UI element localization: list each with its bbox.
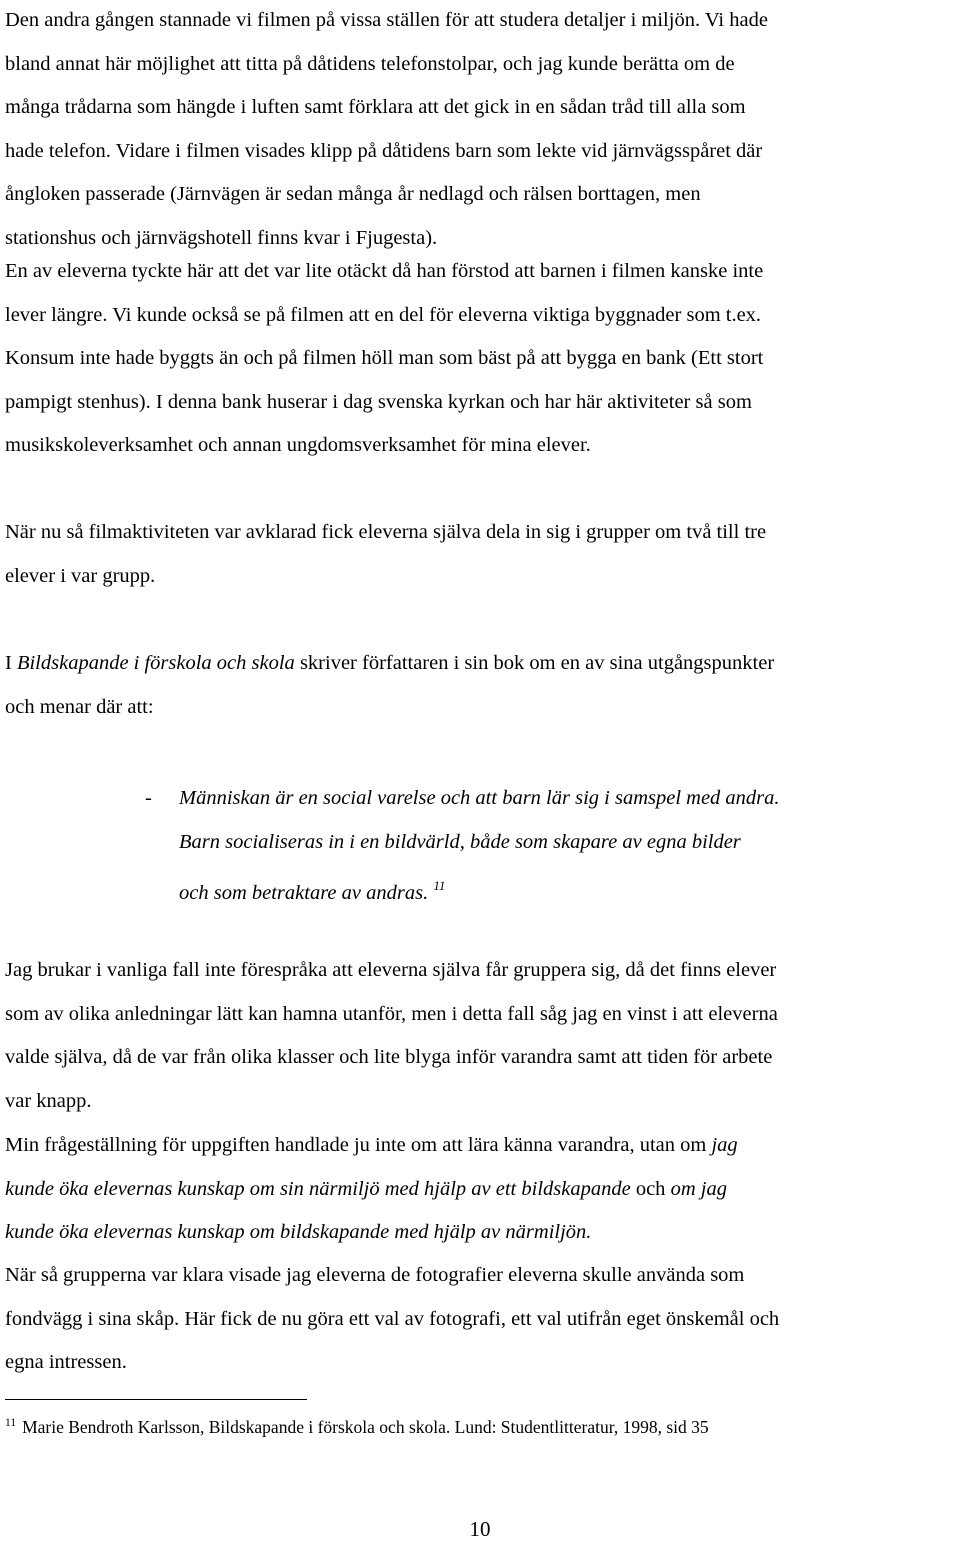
text-line: som av olika anledningar lätt kan hamna utanför, men i detta fall såg jag en vinst i att eleverna bbox=[5, 1002, 778, 1025]
text-segment-italic: kunde öka elevernas kunskap om sin närmiljö med hjälp av ett bildskapande bbox=[5, 1177, 631, 1200]
quote-line: Barn socialiseras in i en bildvärld, både som skapare av egna bilder bbox=[179, 830, 741, 853]
text-line: och menar där att: bbox=[5, 695, 154, 718]
text-line: många trådarna som hängde i luften samt förklara att det gick in en sådan tråd till alla som bbox=[5, 96, 746, 118]
text-line bbox=[5, 1124, 960, 1168]
book-title: Bildskapande i förskola och skola bbox=[16, 652, 295, 674]
text-line: Jag brukar i vanliga fall inte förespråka att eleverna själva får gruppera sig, då det finns elever bbox=[5, 959, 777, 981]
text-line: egna intressen. bbox=[5, 1351, 127, 1373]
text-segment: I bbox=[5, 652, 17, 674]
text-line: fondvägg i sina skåp. Här fick de nu göra ett val av fotografi, ett val utifrån eget önskemål och bbox=[5, 1307, 780, 1330]
text-line: musikskoleverksamhet och annan ungdomsverksamhet för mina elever. bbox=[5, 434, 591, 456]
text-line: bland annat här möjlighet att titta på dåtidens telefonstolpar, och jag kunde berätta om de bbox=[5, 52, 735, 75]
paragraph-book-reference bbox=[5, 642, 960, 729]
text-line: När så grupperna var klara visade jag eleverna de fotografier eleverna skulle använda som bbox=[5, 1264, 745, 1286]
paragraph-photographs bbox=[5, 1254, 960, 1385]
footnote-number: 11 bbox=[5, 1417, 17, 1429]
quote-segment: och som betraktare av andras. bbox=[179, 882, 429, 904]
paragraph-film-details bbox=[5, 0, 960, 260]
text-line: var knapp. bbox=[5, 1089, 92, 1112]
paragraph-research-question bbox=[5, 1124, 960, 1255]
text-line bbox=[5, 1168, 960, 1212]
quote-line: Människan är en social varelse och att barn lär sig i samspel med andra. bbox=[179, 787, 780, 809]
text-line: När nu så filmaktiviteten var avklarad fick eleverna själva dela in sig i grupper om två till tre bbox=[5, 521, 767, 543]
footnote-separator bbox=[5, 1399, 307, 1400]
text-line: lever längre. Vi kunde också se på filmen att en del för eleverna viktiga byggnader som t.ex. bbox=[5, 303, 762, 326]
text-line: Den andra gången stannade vi filmen på vissa ställen för att studera detaljer i miljön. Vi hade bbox=[5, 9, 768, 31]
text-line: pampigt stenhus). I denna bank huserar i dag svenska kyrkan och har här aktiviteter så som bbox=[5, 390, 752, 413]
text-segment-italic: jag bbox=[711, 1134, 738, 1156]
text-line bbox=[5, 642, 960, 686]
text-line: ångloken passerade (Järnvägen är sedan många år nedlagd och rälsen borttagen, men bbox=[5, 183, 701, 205]
text-line bbox=[5, 1211, 960, 1255]
text-segment-italic: kunde öka elevernas kunskap om bildskapande med hjälp av närmiljön. bbox=[5, 1221, 592, 1243]
text-line: hade telefon. Vidare i filmen visades klipp på dåtidens barn som lekte vid järnvägsspåret där bbox=[5, 139, 763, 162]
footnote-reference: 11 bbox=[433, 878, 446, 893]
footnote bbox=[5, 1408, 709, 1442]
text-segment: och bbox=[630, 1177, 671, 1200]
text-line: Konsum inte hade byggts än och på filmen höll man som bäst på att bygga en bank (Ett stort bbox=[5, 347, 764, 369]
quote-text bbox=[179, 777, 959, 916]
text-segment: skriver författaren i sin bok om en av sina utgångspunkter bbox=[294, 652, 775, 674]
footnote-text: Marie Bendroth Karlsson, Bildskapande i förskola och skola. Lund: Studentlitteratur, 1998, sid 35 bbox=[22, 1417, 709, 1437]
text-line: stationshus och järnvägshotell finns kvar i Fjugesta). bbox=[5, 226, 438, 249]
text-line: elever i var grupp. bbox=[5, 564, 156, 587]
page-number: 10 bbox=[469, 1517, 491, 1541]
text-line: En av eleverna tyckte här att det var lite otäckt då han förstod att barnen i filmen kanske inte bbox=[5, 260, 764, 282]
text-segment-italic: om jag bbox=[670, 1177, 727, 1200]
paragraph-student-reaction bbox=[5, 250, 960, 468]
quote-line bbox=[179, 864, 959, 916]
text-segment: Min frågeställning för uppgiften handlade ju inte om att lära känna varandra, utan om bbox=[5, 1134, 712, 1156]
quote-dash: - bbox=[145, 787, 152, 809]
paragraph-self-grouping bbox=[5, 949, 960, 1123]
text-line: valde själva, då de var från olika klasser och lite blyga inför varandra samt att tiden för arbete bbox=[5, 1046, 773, 1068]
paragraph-grouping bbox=[5, 511, 960, 598]
